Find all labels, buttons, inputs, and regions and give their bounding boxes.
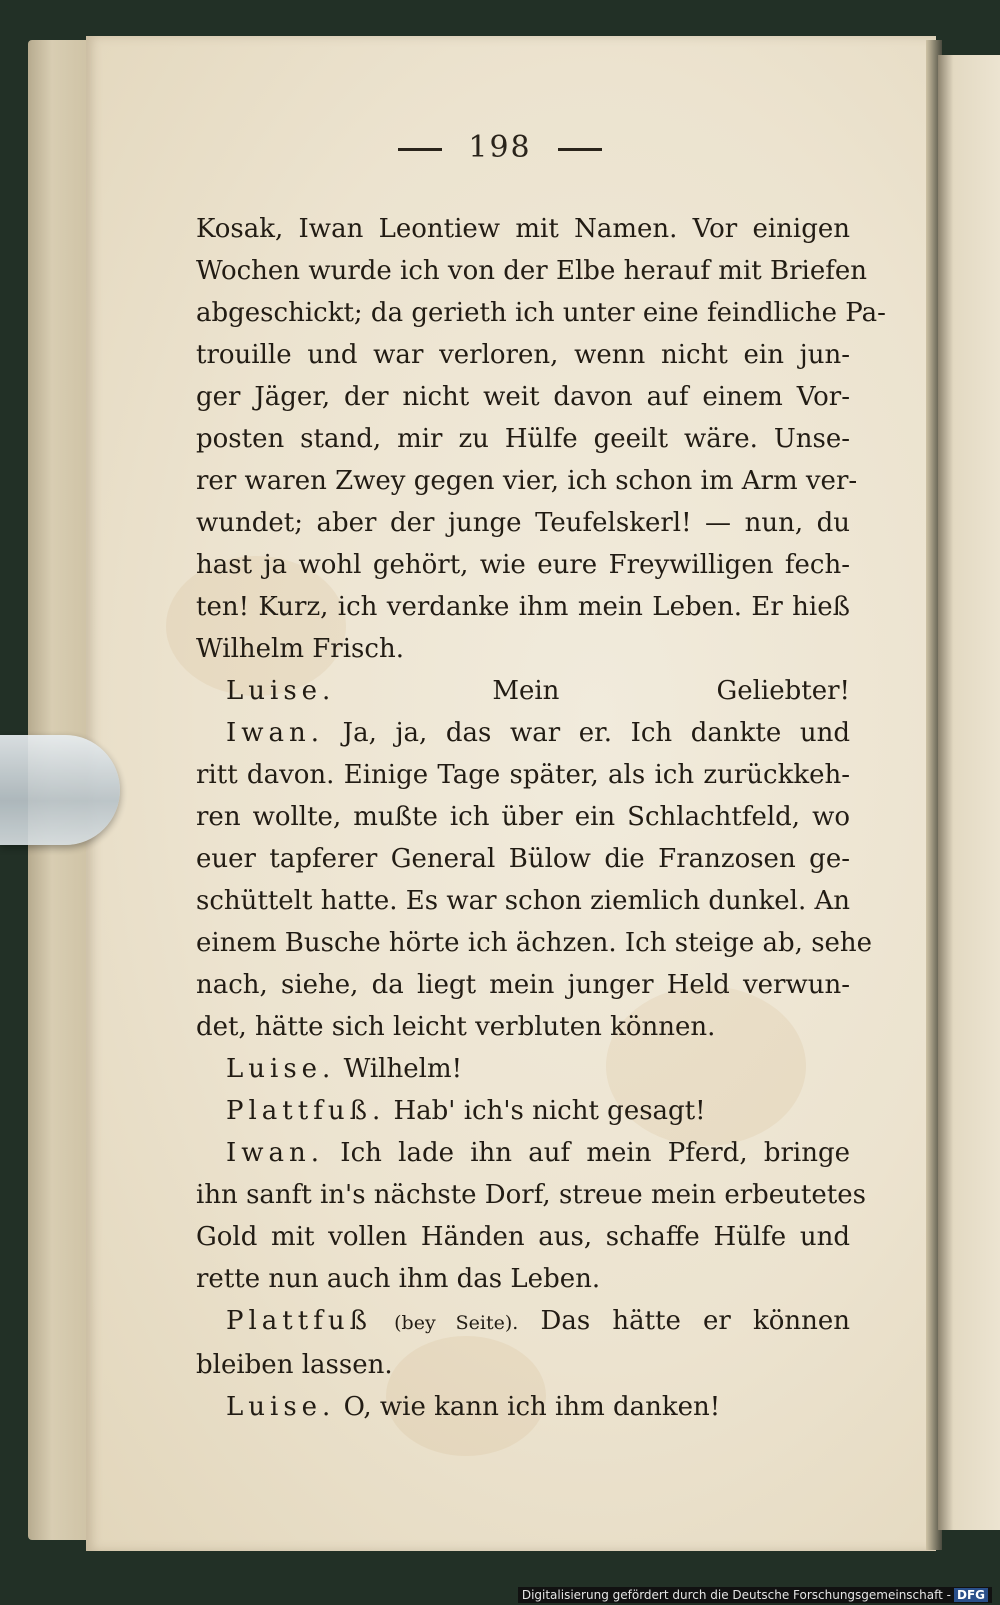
line-text: Hab' ich's nicht gesagt! <box>393 1096 706 1126</box>
line-text: Wilhelm Frisch. <box>196 634 404 664</box>
text-line <box>196 418 850 460</box>
line-text: Kosak, Iwan Leontiew mit Namen. Vor einigen <box>196 214 850 244</box>
text-line <box>196 460 858 502</box>
line-text: posten stand, mir zu Hülfe geeilt wäre. Unse- <box>196 424 850 454</box>
text-line <box>196 628 850 670</box>
line-text: Das hätte er können <box>540 1306 851 1336</box>
dialogue-line <box>196 1300 850 1344</box>
text-line <box>196 1258 850 1300</box>
text-line <box>196 586 850 628</box>
speaker-name: Iwan. <box>226 718 325 748</box>
text-line <box>196 250 867 292</box>
dialogue-line <box>196 1386 850 1428</box>
line-text: rer waren Zwey gegen vier, ich schon im Arm ver- <box>196 466 858 496</box>
digitization-credit <box>518 1587 992 1603</box>
text-line <box>196 754 850 796</box>
text-line <box>196 334 850 376</box>
text-line <box>196 502 850 544</box>
line-text: rette nun auch ihm das Leben. <box>196 1264 601 1294</box>
text-line <box>196 880 850 922</box>
line-text: det, hätte sich leicht verbluten können. <box>196 1012 716 1042</box>
line-text: ihn sanft in's nächste Dorf, streue mein erbeutetes <box>196 1180 866 1210</box>
line-text: euer tapferer General Bülow die Franzosen ge- <box>196 844 850 874</box>
line-text: trouille und war verloren, wenn nicht ein jun- <box>196 340 850 370</box>
text-line <box>196 544 850 586</box>
dialogue-line <box>196 1132 850 1174</box>
text-line <box>196 796 850 838</box>
header-dash <box>398 148 442 151</box>
line-text: ten! Kurz, ich verdanke ihm mein Leben. Er hieß <box>196 592 850 622</box>
dialogue-line <box>196 712 850 754</box>
text-line <box>196 1344 850 1386</box>
dialogue-line <box>196 1048 850 1090</box>
line-text: ren wollte, mußte ich über ein Schlachtfeld, wo <box>196 802 850 832</box>
speaker-name: Plattfuß <box>226 1306 372 1336</box>
page-body-text <box>196 208 886 1428</box>
header-dash <box>558 148 602 151</box>
line-text: Wilhelm! <box>343 1054 463 1084</box>
text-line <box>196 1216 850 1258</box>
speaker-name: Luise. <box>226 676 336 706</box>
speaker-name: Plattfuß. <box>226 1096 386 1126</box>
line-text: Ich lade ihn auf mein Pferd, bringe <box>340 1138 850 1168</box>
line-text: wundet; aber der junge Teufelskerl! — nun, du <box>196 508 850 538</box>
line-text: einem Busche hörte ich ächzen. Ich steige ab, sehe <box>196 928 873 958</box>
text-line <box>196 1006 850 1048</box>
dfg-logo: DFG <box>954 1588 988 1602</box>
text-line <box>196 208 850 250</box>
line-text: hast ja wohl gehört, wie eure Freywilligen fech- <box>196 550 850 580</box>
speaker-name: Luise. <box>226 1054 336 1084</box>
line-text: ritt davon. Einige Tage später, als ich zurückkeh- <box>196 760 850 790</box>
line-text: Ja, ja, das war er. Ich dankte und <box>342 718 850 748</box>
line-text: schüttelt hatte. Es war schon ziemlich dunkel. An <box>196 886 851 916</box>
line-text: Mein Geliebter! <box>492 676 850 706</box>
dialogue-line <box>196 1090 850 1132</box>
facing-page-edge <box>938 55 1000 1530</box>
stage-direction: (bey Seite). <box>394 1312 519 1334</box>
dialogue-line <box>196 670 850 712</box>
text-line <box>196 1174 866 1216</box>
page-clip <box>0 735 120 845</box>
line-text: bleiben lassen. <box>196 1350 393 1380</box>
line-text: nach, siehe, da liegt mein junger Held verwun- <box>196 970 850 1000</box>
speaker-name: Iwan. <box>226 1138 325 1168</box>
line-text: O, wie kann ich ihm danken! <box>343 1392 721 1422</box>
text-line <box>196 376 850 418</box>
line-text: abgeschickt; da gerieth ich unter eine feindliche Pa- <box>196 298 886 328</box>
page-header <box>0 130 1000 165</box>
text-line <box>196 292 886 334</box>
line-text: Gold mit vollen Händen aus, schaffe Hülfe und <box>196 1222 850 1252</box>
speaker-name: Luise. <box>226 1392 336 1422</box>
line-text: ger Jäger, der nicht weit davon auf einem Vor- <box>196 382 850 412</box>
text-line <box>196 838 850 880</box>
line-text: Wochen wurde ich von der Elbe herauf mit Briefen <box>196 256 867 286</box>
credit-text: Digitalisierung gefördert durch die Deutsche Forschungsgemeinschaft - <box>521 1588 951 1602</box>
page-number: 198 <box>468 130 532 165</box>
text-line <box>196 964 850 1006</box>
text-line <box>196 922 873 964</box>
